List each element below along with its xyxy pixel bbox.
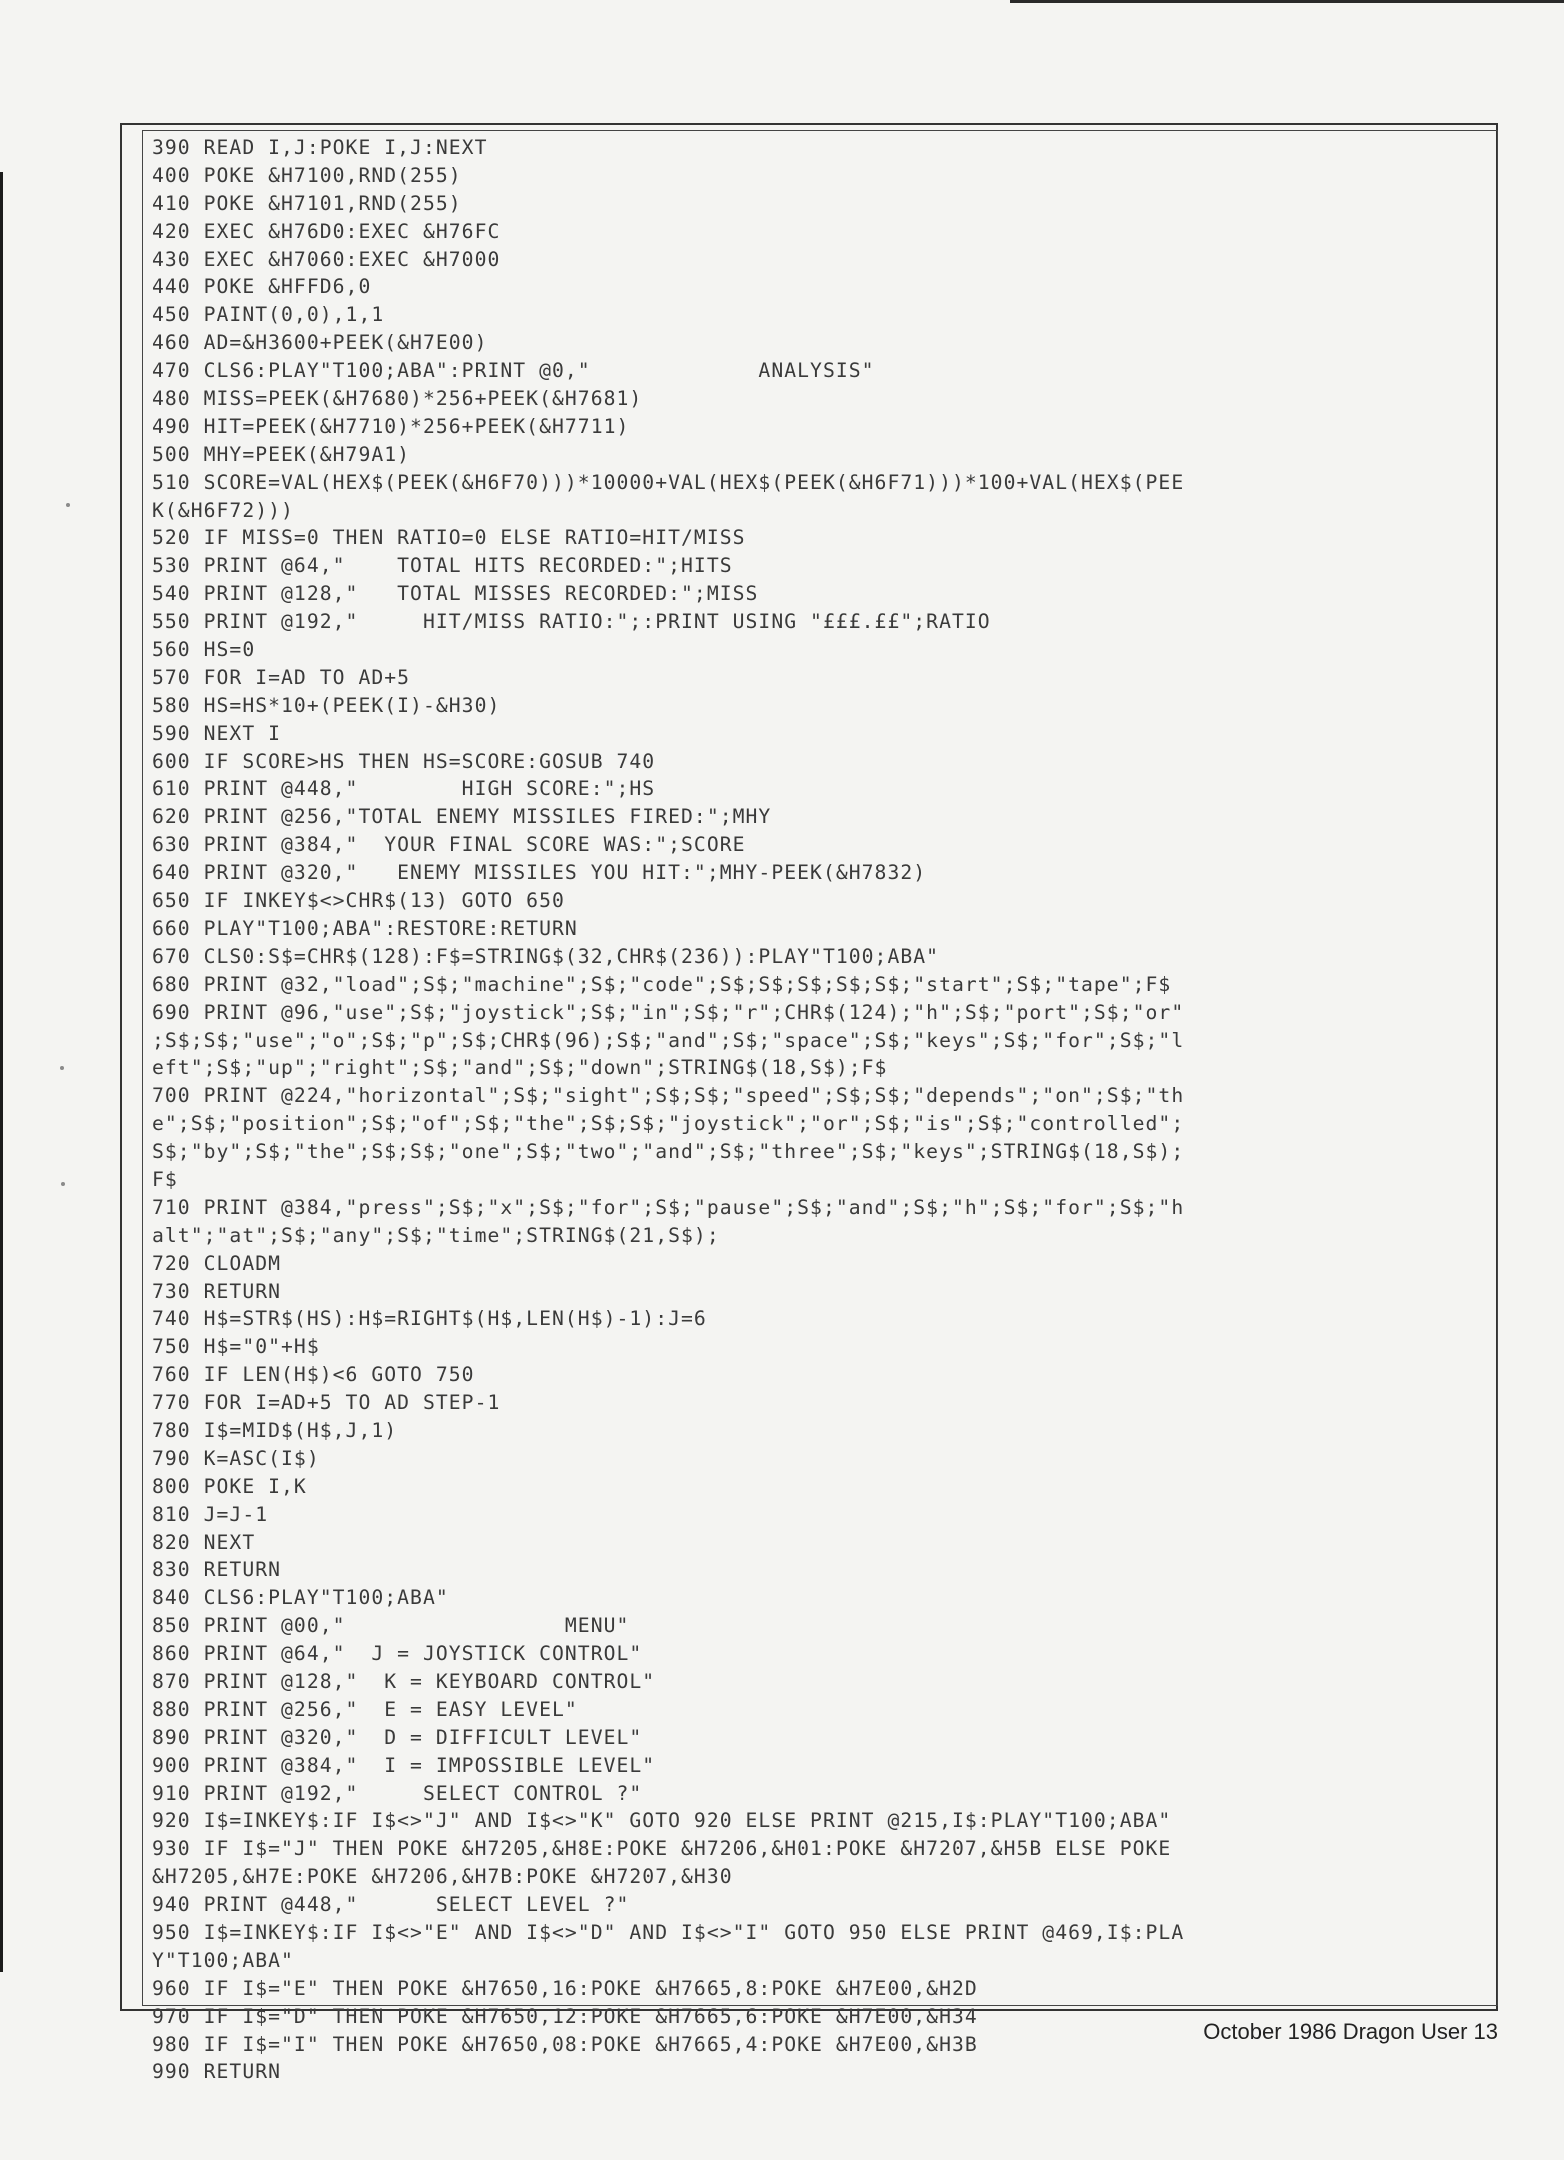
code-line: 930 IF I$="J" THEN POKE &H7205,&H8E:POKE &H7206,&H01:POKE &H7207,&H5B ELSE POKE (152, 1837, 1172, 1861)
code-line: 480 MISS=PEEK(&H7680)*256+PEEK(&H7681) (152, 387, 643, 411)
code-line: 670 CLS0:S$=CHR$(128):F$=STRING$(32,CHR$(236)):PLAY"T100;ABA" (152, 944, 940, 968)
code-line: e";S$;"position";S$;"of";S$;"the";S$;S$;"joystick";"or";S$;"is";S$;"controlled"; (152, 1112, 1185, 1136)
code-line: 810 J=J-1 (152, 1502, 269, 1526)
code-line: 500 MHY=PEEK(&H79A1) (152, 442, 411, 466)
code-line: &H7205,&H7E:POKE &H7206,&H7B:POKE &H7207,&H30 (152, 1865, 733, 1889)
code-line: 990 RETURN (152, 2060, 282, 2084)
code-line: 620 PRINT @256,"TOTAL ENEMY MISSILES FIRED:";MHY (152, 805, 772, 829)
code-line: 980 IF I$="I" THEN POKE &H7650,08:POKE &H7665,4:POKE &H7E00,&H3B (152, 2032, 978, 2056)
code-line: 820 NEXT (152, 1530, 256, 1554)
code-line: 940 PRINT @448," SELECT LEVEL ?" (152, 1893, 630, 1917)
code-line: K(&H6F72))) (152, 498, 294, 522)
code-line: 830 RETURN (152, 1558, 282, 1582)
code-line: 470 CLS6:PLAY"T100;ABA":PRINT @0," ANALYSIS" (152, 359, 875, 383)
code-line: 510 SCORE=VAL(HEX$(PEEK(&H6F70)))*10000+VAL(HEX$(PEEK(&H6F71)))*100+VAL(HEX$(PEE (152, 470, 1185, 494)
code-line: 700 PRINT @224,"horizontal";S$;"sight";S$;S$;"speed";S$;S$;"depends";"on";S$;"th (152, 1084, 1185, 1108)
code-line: 680 PRINT @32,"load";S$;"machine";S$;"code";S$;S$;S$;S$;S$;"start";S$;"tape";F$ (152, 972, 1172, 996)
code-line: 610 PRINT @448," HIGH SCORE:";HS (152, 777, 656, 801)
code-line: 690 PRINT @96,"use";S$;"joystick";S$;"in";S$;"r";CHR$(124);"h";S$;"port";S$;"or" (152, 1000, 1185, 1024)
code-line: S$;"by";S$;"the";S$;S$;"one";S$;"two";"and";S$;"three";S$;"keys";STRING$(18,S$); (152, 1140, 1185, 1164)
code-line: 550 PRINT @192," HIT/MISS RATIO:";:PRINT USING "£££.££";RATIO (152, 610, 991, 634)
page-edge-shadow (0, 172, 3, 1972)
code-line: 760 IF LEN(H$)<6 GOTO 750 (152, 1363, 475, 1387)
code-line: 900 PRINT @384," I = IMPOSSIBLE LEVEL" (152, 1753, 656, 1777)
code-line: 910 PRINT @192," SELECT CONTROL ?" (152, 1781, 643, 1805)
code-line: 410 POKE &H7101,RND(255) (152, 191, 462, 215)
code-line: 970 IF I$="D" THEN POKE &H7650,12:POKE &H7665,6:POKE &H7E00,&H34 (152, 2004, 978, 2028)
page-footer: October 1986 Dragon User 13 (1203, 2019, 1498, 2044)
code-line: 590 NEXT I (152, 721, 282, 745)
scan-speck (66, 503, 70, 507)
code-line: 960 IF I$="E" THEN POKE &H7650,16:POKE &H7665,8:POKE &H7E00,&H2D (152, 1976, 978, 2000)
code-line: 790 K=ASC(I$) (152, 1446, 320, 1470)
code-line: 630 PRINT @384," YOUR FINAL SCORE WAS:";SCORE (152, 833, 746, 857)
scan-speck (60, 1066, 64, 1070)
code-line: 570 FOR I=AD TO AD+5 (152, 665, 411, 689)
code-line: 540 PRINT @128," TOTAL MISSES RECORDED:";MISS (152, 582, 759, 606)
code-line: 870 PRINT @128," K = KEYBOARD CONTROL" (152, 1669, 656, 1693)
code-line: eft";S$;"up";"right";S$;"and";S$;"down";STRING$(18,S$);F$ (152, 1056, 888, 1080)
code-line: 710 PRINT @384,"press";S$;"x";S$;"for";S$;"pause";S$;"and";S$;"h";S$;"for";S$;"h (152, 1195, 1185, 1219)
code-line: 880 PRINT @256," E = EASY LEVEL" (152, 1697, 578, 1721)
code-line: 920 I$=INKEY$:IF I$<>"J" AND I$<>"K" GOTO 920 ELSE PRINT @215,I$:PLAY"T100;ABA" (152, 1809, 1172, 1833)
code-line: 780 I$=MID$(H$,J,1) (152, 1418, 398, 1442)
code-line: 750 H$="0"+H$ (152, 1335, 320, 1359)
code-line: 580 HS=HS*10+(PEEK(I)-&H30) (152, 693, 501, 717)
code-line: 560 HS=0 (152, 638, 256, 662)
code-line: alt";"at";S$;"any";S$;"time";STRING$(21,S$); (152, 1223, 720, 1247)
code-line: 950 I$=INKEY$:IF I$<>"E" AND I$<>"D" AND I$<>"I" GOTO 950 ELSE PRINT @469,I$:PLA (152, 1921, 1185, 1944)
code-line: 640 PRINT @320," ENEMY MISSILES YOU HIT:";MHY-PEEK(&H7832) (152, 861, 927, 885)
code-line: 400 POKE &H7100,RND(255) (152, 163, 462, 187)
code-line: 450 PAINT(0,0),1,1 (152, 303, 385, 327)
code-line: 770 FOR I=AD+5 TO AD STEP-1 (152, 1391, 501, 1415)
code-line: Y"T100;ABA" (152, 1948, 294, 1972)
code-line: 740 H$=STR$(HS):H$=RIGHT$(H$,LEN(H$)-1):J=6 (152, 1307, 707, 1331)
code-line: 730 RETURN (152, 1279, 282, 1303)
code-line: 530 PRINT @64," TOTAL HITS RECORDED:";HITS (152, 554, 733, 578)
code-line: 420 EXEC &H76D0:EXEC &H76FC (152, 219, 501, 243)
code-line: 440 POKE &HFFD6,0 (152, 275, 372, 299)
code-line: 720 CLOADM (152, 1251, 282, 1275)
code-line: ;S$;S$;"use";"o";S$;"p";S$;CHR$(96);S$;"and";S$;"space";S$;"keys";S$;"for";S$;"l (152, 1028, 1185, 1052)
code-line: 520 IF MISS=0 THEN RATIO=0 ELSE RATIO=HIT/MISS (152, 526, 746, 550)
code-line: 430 EXEC &H7060:EXEC &H7000 (152, 247, 501, 271)
code-line: 600 IF SCORE>HS THEN HS=SCORE:GOSUB 740 (152, 749, 656, 773)
basic-program-listing (152, 134, 1488, 2086)
code-line: 860 PRINT @64," J = JOYSTICK CONTROL" (152, 1642, 643, 1666)
code-line: 460 AD=&H3600+PEEK(&H7E00) (152, 331, 488, 355)
code-line: 800 POKE I,K (152, 1474, 307, 1498)
scan-speck (61, 1182, 65, 1186)
code-line: 390 READ I,J:POKE I,J:NEXT (152, 136, 488, 159)
code-line: 490 HIT=PEEK(&H7710)*256+PEEK(&H7711) (152, 414, 630, 438)
code-line: 890 PRINT @320," D = DIFFICULT LEVEL" (152, 1725, 643, 1749)
code-line: 840 CLS6:PLAY"T100;ABA" (152, 1586, 449, 1610)
code-line: F$ (152, 1167, 178, 1191)
top-rule (1010, 0, 1564, 3)
code-line: 660 PLAY"T100;ABA":RESTORE:RETURN (152, 916, 578, 940)
code-line: 850 PRINT @00," MENU" (152, 1614, 630, 1638)
code-line: 650 IF INKEY$<>CHR$(13) GOTO 650 (152, 889, 565, 913)
